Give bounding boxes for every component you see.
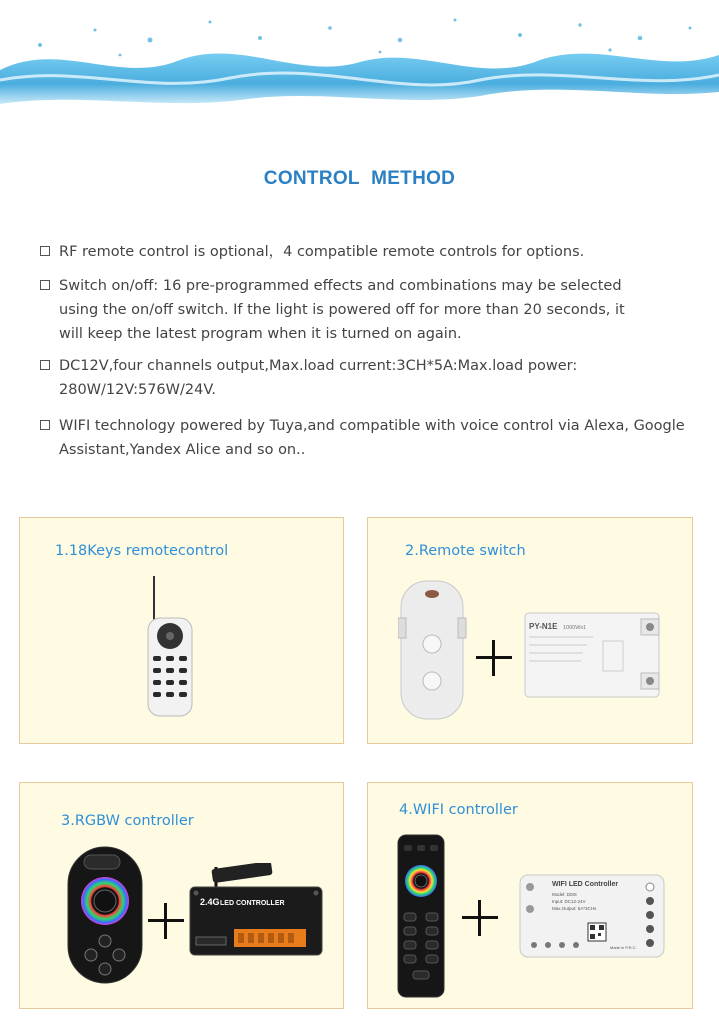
plus-icon xyxy=(462,900,498,936)
card-label: 1.18Keys remotecontrol xyxy=(55,543,229,559)
wifi-controller-box-image xyxy=(518,873,666,959)
card-remote-switch xyxy=(367,517,693,744)
wifi-controller-name: WIFI LED Controller xyxy=(552,881,619,888)
checkbox-square-icon xyxy=(40,420,50,430)
card-wifi-controller xyxy=(367,782,693,1009)
list-item: DC12V,four channels output,Max.load current:3CH*5A:Max.load power: 280W/12V:576W/24V. xyxy=(40,354,620,402)
remote-control-image xyxy=(140,576,200,718)
rgbw-touch-remote-image xyxy=(66,845,144,985)
module-model: PY-N1E xyxy=(529,622,558,631)
card-rgbw-controller xyxy=(19,782,344,1009)
wifi-remote-image xyxy=(396,833,446,999)
wifi-controller-origin: Made in P.R.C. xyxy=(610,945,637,950)
card-label: 2.Remote switch xyxy=(405,543,526,559)
checkbox-square-icon xyxy=(40,246,50,256)
water-splash-banner xyxy=(0,0,719,118)
list-item: Switch on/off: 16 pre-programmed effects and combinations may be selected using the on/off switch. If the light is powered off for more than 20 seconds, it will keep the latest program when it is turned on again. xyxy=(40,274,640,346)
plus-icon xyxy=(148,903,184,939)
rgbw-controller-box-image xyxy=(186,863,326,963)
wifi-controller-model: Model: D0IS xyxy=(552,892,577,897)
list-item: RF remote control is optional，4 compatible remote controls for options. xyxy=(40,240,700,264)
checkbox-square-icon xyxy=(40,360,50,370)
wifi-controller-output: Max.Output: 5A*3CHs xyxy=(552,906,597,911)
plus-icon xyxy=(476,640,512,676)
page-title: CONTROL METHOD xyxy=(263,168,456,189)
list-item: WIFI technology powered by Tuya,and compatible with voice control via Alexa, Google Assistant,Yandex Alice and so on.. xyxy=(40,414,700,462)
controller-name: LED CONTROLLER xyxy=(220,900,285,907)
card-18keys-remote xyxy=(19,517,344,744)
card-label: 3.RGBW controller xyxy=(61,813,194,829)
card-label: 4.WIFI controller xyxy=(399,802,518,818)
wall-remote-switch-image xyxy=(398,578,468,723)
switch-module-image xyxy=(523,611,663,699)
checkbox-square-icon xyxy=(40,280,50,290)
module-power: 1000Wx1 xyxy=(563,625,587,631)
controller-brand-mark: 2.4G xyxy=(200,897,220,907)
wifi-controller-input: Input: DC12-24V xyxy=(552,899,586,904)
